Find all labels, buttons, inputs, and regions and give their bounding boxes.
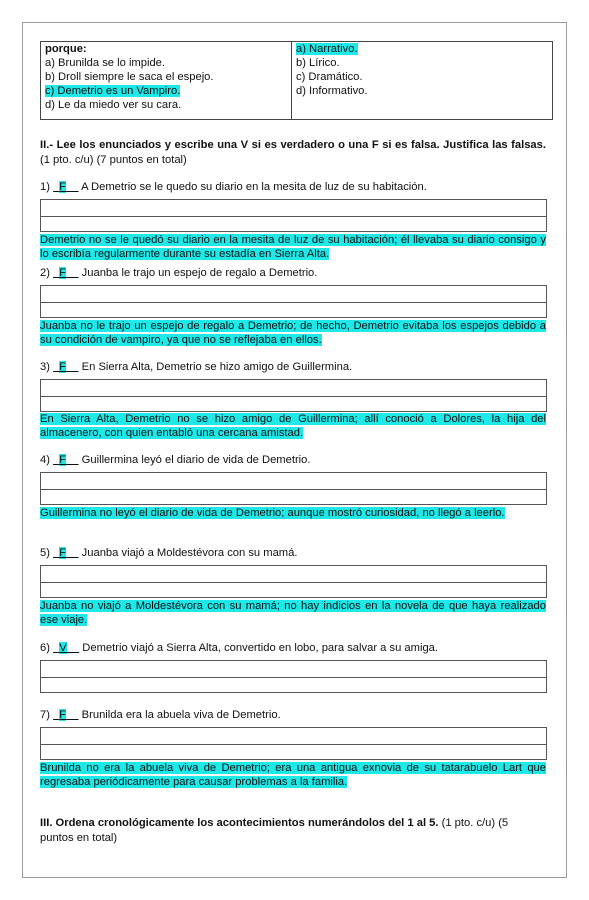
question-statement: Brunilda era la abuela viva de Demetrio. bbox=[81, 709, 281, 721]
answer-value: F bbox=[59, 181, 67, 193]
justification-box[interactable] bbox=[40, 285, 547, 318]
question-2: 2) F Juanba le trajo un espejo de regalo a Demetrio. bbox=[40, 267, 318, 279]
question-6: 6) V Demetrio viajó a Sierra Alta, convertido en lobo, para salvar a su amiga. bbox=[40, 642, 438, 654]
option-item bbox=[45, 84, 287, 98]
justification-text: Juanba no viajó a Moldestévora con su mamá; no hay indicios en la novela de que haya realizado ese viaje. bbox=[40, 600, 546, 626]
question-1: 1) F A Demetrio se le quedo su diario en la mesita de luz de su habitación. bbox=[40, 181, 427, 193]
answer-value: F bbox=[59, 361, 67, 373]
section-2-title-points: (1 pto. c/u) (7 puntos en total) bbox=[40, 154, 187, 166]
justification-text: Juanba no le trajo un espejo de regalo a Demetrio; de hecho, Demetrio evitaba los espejos debido a su condición de vampiro, ya que no se reflejaba en ellos. bbox=[40, 320, 546, 346]
option-item: b) Lírico. bbox=[296, 57, 340, 69]
answer-value: F bbox=[59, 454, 67, 466]
options-left-column bbox=[41, 42, 292, 119]
options-table bbox=[40, 41, 553, 120]
justification-text: Guillermina no leyó el diario de vida de Demetrio; aunque mostró curiosidad, no llegó a leerlo. bbox=[40, 507, 505, 519]
section-3-title-bold: III. Ordena cronológicamente los acontecimientos numerándolos del 1 al 5. bbox=[40, 817, 439, 829]
option-item: d) Informativo. bbox=[296, 85, 368, 97]
question-4: 4) F Guillermina leyó el diario de vida de Demetrio. bbox=[40, 454, 311, 466]
justification-text: Demetrio no se le quedó su diario en la mesita de luz de su habitación; él llevaba su diario consigo y lo escribía regularmente durante su estadía en Sierra Alta. bbox=[40, 234, 546, 260]
justification-box[interactable] bbox=[40, 472, 547, 505]
question-3: 3) F En Sierra Alta, Demetrio se hizo amigo de Guillermina. bbox=[40, 361, 353, 373]
question-7: 7) F Brunilda era la abuela viva de Demetrio. bbox=[40, 709, 281, 721]
answer-blank[interactable] bbox=[53, 641, 79, 655]
option-item-selected: c) Demetrio es un Vampiro. bbox=[45, 85, 181, 97]
option-item: b) Droll siempre le saca el espejo. bbox=[45, 71, 214, 83]
options-heading: porque: bbox=[45, 43, 87, 55]
answer-value: V bbox=[59, 642, 67, 654]
option-item: a) Brunilda se lo impide. bbox=[45, 57, 166, 69]
justification-box[interactable] bbox=[40, 379, 547, 412]
answer-blank[interactable] bbox=[53, 266, 79, 280]
option-item: c) Dramático. bbox=[296, 71, 363, 83]
answer-value: F bbox=[59, 267, 67, 279]
answer-value: F bbox=[59, 709, 67, 721]
section-3-title-points: (1 pto. c/u) (5 puntos en total) bbox=[40, 817, 509, 844]
question-statement: Demetrio viajó a Sierra Alta, convertido en lobo, para salvar a su amiga. bbox=[82, 642, 438, 654]
section-3-title bbox=[40, 816, 540, 846]
question-5: 5) F Juanba viajó a Moldestévora con su mamá. bbox=[40, 547, 298, 559]
answer-blank[interactable] bbox=[53, 180, 79, 194]
justification-box[interactable] bbox=[40, 565, 547, 598]
question-statement: A Demetrio se le quedo su diario en la mesita de luz de su habitación. bbox=[81, 181, 427, 193]
option-item bbox=[296, 42, 548, 56]
justification-text: Brunilda no era la abuela viva de Demetrio; era una antigua exnovia de su tatarabuelo Lart que regresaba periódicamente para causar problemas a la familia. bbox=[40, 762, 546, 788]
answer-blank[interactable] bbox=[53, 546, 79, 560]
justification-box[interactable] bbox=[40, 727, 547, 760]
answer-blank[interactable] bbox=[53, 453, 79, 467]
question-statement: Guillermina leyó el diario de vida de Demetrio. bbox=[81, 454, 311, 466]
justification-box[interactable] bbox=[40, 660, 547, 693]
question-statement: Juanba le trajo un espejo de regalo a Demetrio. bbox=[81, 267, 318, 279]
answer-value: F bbox=[59, 547, 67, 559]
question-statement: En Sierra Alta, Demetrio se hizo amigo de Guillermina. bbox=[81, 361, 353, 373]
options-right-column bbox=[292, 42, 552, 119]
section-2-title bbox=[40, 138, 546, 168]
question-statement: Juanba viajó a Moldestévora con su mamá. bbox=[81, 547, 298, 559]
justification-text: En Sierra Alta, Demetrio no se hizo amigo de Guillermina; allí conoció a Dolores, la hija del almacenero, con quien entabló una cercana amistad. bbox=[40, 413, 546, 439]
answer-blank[interactable] bbox=[53, 708, 79, 722]
option-item-selected: a) Narrativo. bbox=[296, 43, 358, 55]
answer-blank[interactable] bbox=[53, 360, 79, 374]
option-item: d) Le da miedo ver su cara. bbox=[45, 99, 182, 111]
section-2-title-bold: II.- Lee los enunciados y escribe una V si es verdadero o una F si es falsa. Justifica las falsas. bbox=[40, 139, 546, 151]
justification-box[interactable] bbox=[40, 199, 547, 232]
